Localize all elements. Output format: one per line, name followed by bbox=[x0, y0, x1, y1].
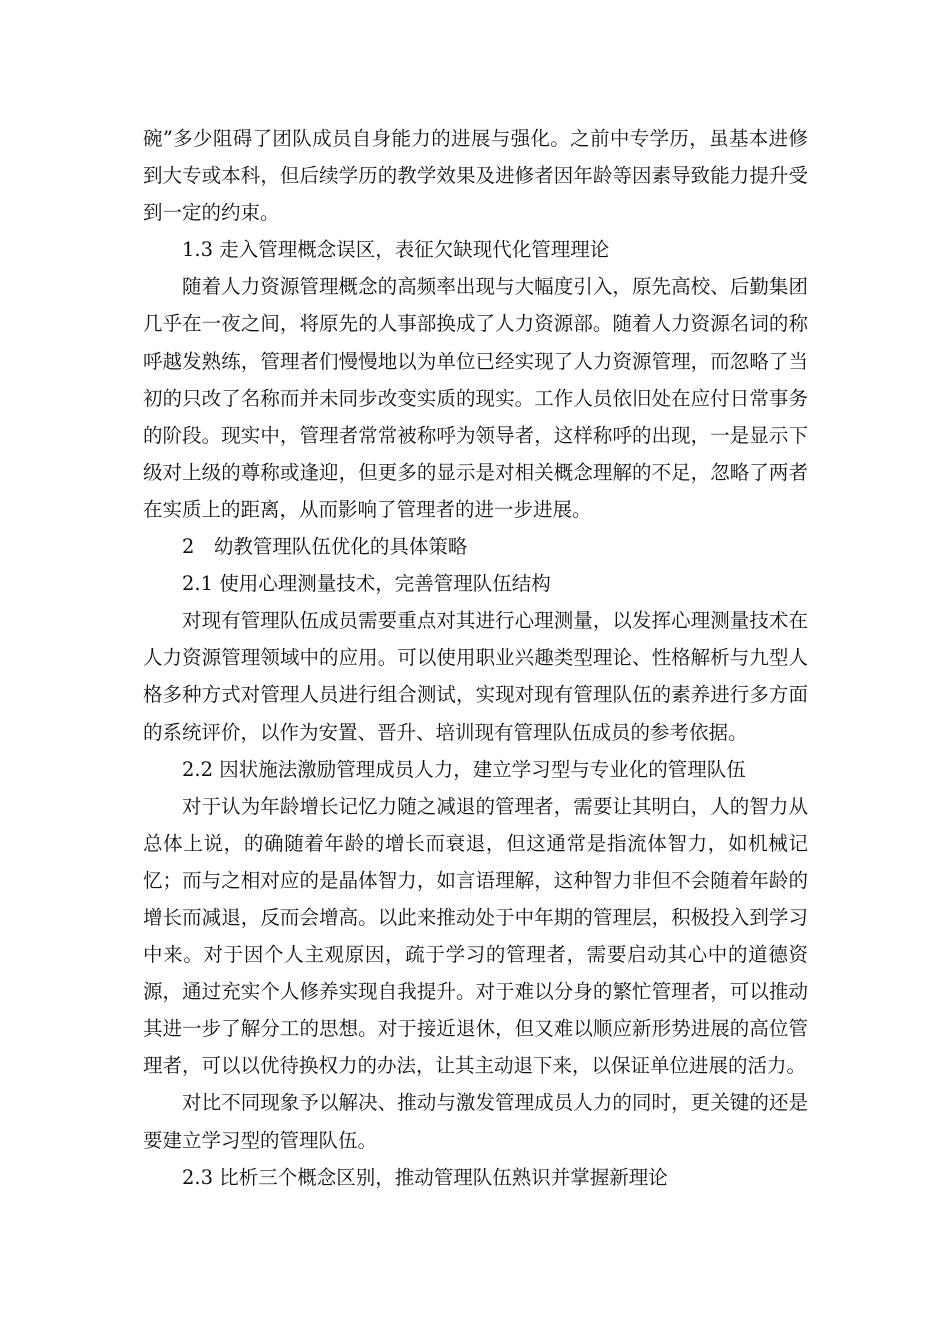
paragraph-motivation: 对于认为年龄增长记忆力随之减退的管理者，需要让其明白，人的智力从总体上说，的确随着年龄的增长而衰退，但这通常是指流体智力，如机械记忆；而与之相对应的是晶体智力，如言语理解，这种智力非但不会随着年龄的增长而减退，反而会增高。以此来推动处于中年期的管理层，积极投入到学习中来。对于因个人主观原因，疏于学习的管理者，需要启动其心中的道德资源，通过充实个人修养实现自我提升。对于难以分身的繁忙管理者，可以推动其进一步了解分工的思想。对于接近退休，但又难以顺应新形势进展的高位管理者，可以以优待换权力的办法，让其主动退下来，以保证单位进展的活力。 bbox=[143, 794, 808, 1078]
paragraph-psych-testing: 对现有管理队伍成员需要重点对其进行心理测量，以发挥心理测量技术在人力资源管理领域中的应用。可以使用职业兴趣类型理论、性格解析与九型人格多种方式对管理人员进行组合测试，实现对现有管理队伍的素养进行多方面的系统评价，以作为安置、晋升、培训现有管理队伍成员的参考依据。 bbox=[143, 609, 808, 744]
section-heading-2-1: 2.1 使用心理测量技术，完善管理队伍结构 bbox=[182, 572, 551, 596]
section-heading-2-3: 2.3 比析三个概念区别，推动管理队伍熟识并掌握新理论 bbox=[182, 1165, 668, 1189]
paragraph-continuation: 碗”多少阻碍了团队成员自身能力的进展与强化。之前中专学历，虽基本进修到大专或本科，但后续学历的教学效果及进修者因年龄等因素导致能力提升受到一定的约束。 bbox=[143, 127, 808, 225]
paragraph-hr-concept: 随着人力资源管理概念的高频率出现与大幅度引入，原先高校、后勤集团几乎在一夜之间，将原先的人事部换成了人力资源部。随着人力资源名词的称呼越发熟练，管理者们慢慢地以为单位已经实现了人力资源管理，而忽略了当初的只改了名称而并未同步改变实质的现实。工作人员依旧处在应付日常事务的阶段。现实中，管理者常常被称呼为领导者，这样称呼的出现，一是显示下级对上级的尊称或逢迎，但更多的显示是对相关概念理解的不足，忽略了两者在实质上的距离，从而影响了管理者的进一步进展。 bbox=[143, 275, 808, 521]
document-body bbox=[143, 120, 808, 1196]
paragraph-learning-team: 对比不同现象予以解决、推动与激发管理成员人力的同时，更关键的还是要建立学习型的管理队伍。 bbox=[143, 1091, 808, 1152]
section-heading-1-3: 1.3 走入管理概念误区，表征欠缺现代化管理理论 bbox=[182, 238, 610, 262]
section-heading-2-2: 2.2 因状施法激励管理成员人力，建立学习型与专业化的管理队伍 bbox=[182, 757, 746, 781]
section-heading-2: 2 幼教管理队伍优化的具体策略 bbox=[182, 535, 468, 559]
